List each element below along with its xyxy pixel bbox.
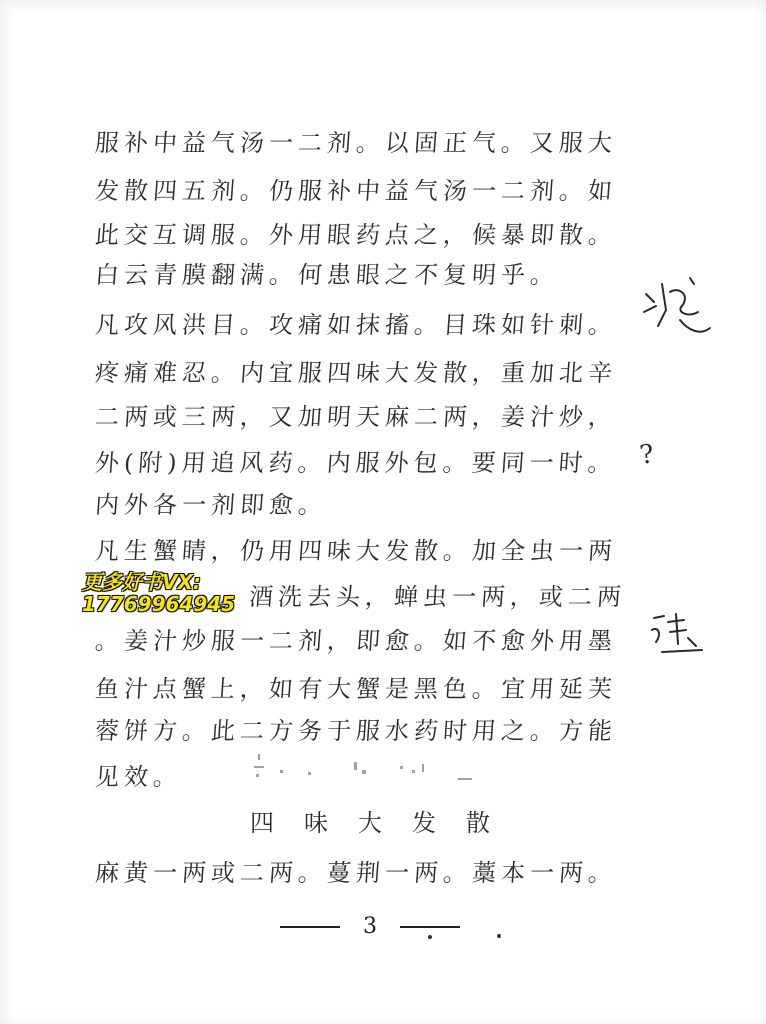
page-number-dash-left	[280, 926, 340, 928]
text-line-15: 见效。	[94, 763, 183, 791]
text-line-13: 鱼汁点蟹上，如有大蟹是黑色。宜用延芙	[94, 675, 618, 703]
formula-line: 麻黄一两或二两。蔓荆一两。藁本一两。	[94, 859, 618, 887]
text-line-7: 二两或三两，又加明天麻二两，姜汁炒，	[94, 403, 618, 431]
text-line-8: 外(附)用追风药。内服外包。要同一时。	[94, 449, 618, 477]
stray-dot	[428, 935, 432, 939]
text-line-10: 凡生蟹睛，仍用四味大发散。加全虫一两	[94, 537, 618, 565]
text-line-1: 服补中益气汤一二剂。以固正气。又服大	[94, 129, 618, 157]
text-line-6: 疼痛难忍。内宜服四味大发散，重加北辛	[94, 359, 618, 387]
text-line-12: 。姜汁炒服一二剂，即愈。如不愈外用墨	[94, 627, 618, 655]
text-line-9: 内外各一剂即愈。	[94, 491, 328, 519]
margin-scribble-lower	[648, 608, 712, 668]
page-number	[280, 912, 460, 942]
page-number-dash-right	[400, 926, 460, 928]
text-line-4: 白云青膜翻满。何患眼之不复明乎。	[94, 261, 560, 289]
text-line-2: 发散四五剂。仍服补中益气汤一二剂。如	[94, 177, 618, 205]
faint-smudge-marks	[250, 752, 490, 792]
section-heading: 四味大发散	[250, 809, 520, 837]
margin-scribble-upper	[640, 272, 720, 348]
text-line-11: 。酒洗去头，蝉虫一两，或二两	[219, 583, 627, 611]
watermark-line-2: 17769964945	[82, 592, 236, 616]
margin-question-mark: ?	[637, 439, 656, 471]
page-number-value: 3	[363, 914, 377, 939]
watermark-line-1: 更多好书VX:	[82, 570, 201, 594]
text-line-3: 此交互调服。外用眼药点之，候暴即散。	[94, 221, 618, 249]
text-line-14: 蓉饼方。此二方务于服水药时用之。方能	[94, 717, 618, 745]
stray-dot	[497, 934, 501, 938]
text-line-5: 凡攻风洪目。攻痛如抹搐。目珠如针刺。	[94, 311, 618, 339]
